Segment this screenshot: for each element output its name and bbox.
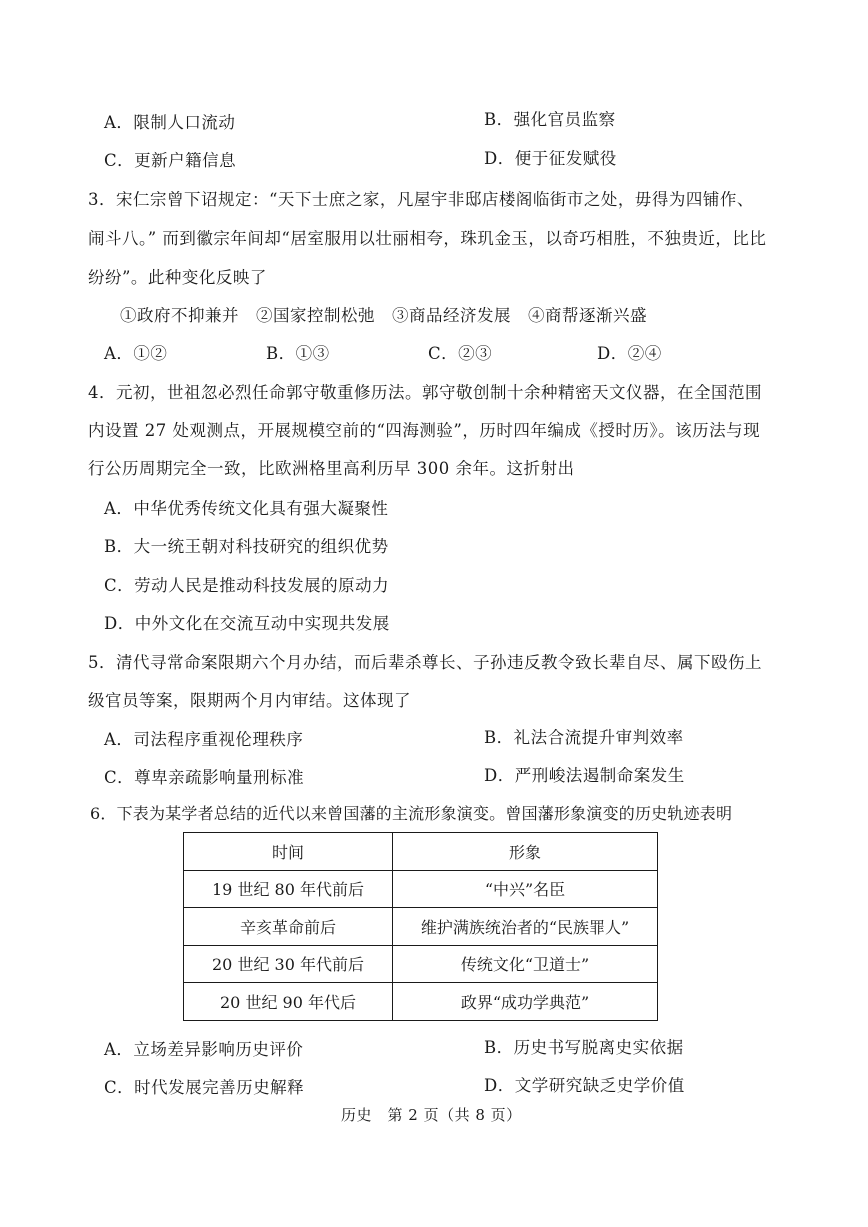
q3-option-a: A．①②	[104, 344, 168, 363]
table-cell-image: 维护满族统治者的“民族罪人”	[393, 908, 658, 946]
q3-option-b: B．①③	[266, 344, 330, 363]
q4-stem-line-3: 行公历周期完全一致，比欧洲格里高利历早 300 余年。这折射出	[88, 459, 575, 478]
table-cell-time: 辛亥革命前后	[184, 908, 393, 946]
q2-option-a: A．限制人口流动	[104, 113, 236, 132]
q5-option-d: D．严刑峻法遏制命案发生	[484, 766, 685, 785]
table-cell-time: 19 世纪 80 年代前后	[184, 870, 393, 908]
table-row	[184, 983, 658, 1021]
table-row	[184, 908, 658, 946]
table-header-time: 时间	[184, 833, 393, 871]
q6-stem-line-1: 6．下表为某学者总结的近代以来曾国藩的主流形象演变。曾国藩形象演变的历史轨迹表明	[90, 804, 733, 823]
q3-stem-line-2: 闹斗八。” 而到徽宗年间却“居室服用以壮丽相夸，珠玑金玉，以奇巧相胜，不独贵近，比比	[88, 229, 767, 248]
q4-stem-line-1: 4．元初，世祖忽必烈任命郭守敬重修历法。郭守敬创制十余种精密天文仪器，在全国范围	[88, 383, 762, 402]
q6-option-a: A．立场差异影响历史评价	[104, 1040, 304, 1059]
q4-option-b: B．大一统王朝对科技研究的组织优势	[104, 537, 389, 556]
q2-option-c: C．更新户籍信息	[104, 151, 237, 170]
q3-option-d: D．②④	[597, 344, 662, 363]
q5-option-c: C．尊卑亲疏影响量刑标准	[104, 768, 305, 787]
table-row	[184, 945, 658, 983]
q5-stem-line-2: 级官员等案，限期两个月内审结。这体现了	[88, 691, 411, 710]
q3-statements: ①政府不抑兼并 ②国家控制松弛 ③商品经济发展 ④商帮逐渐兴盛	[120, 306, 647, 325]
q5-stem-line-1: 5．清代寻常命案限期六个月办结，而后辈杀尊长、子孙违反教令致长辈自尽、属下殴伤上	[88, 653, 762, 672]
q4-option-d: D．中外文化在交流互动中实现共发展	[104, 614, 390, 633]
q4-stem-line-2: 内设置 27 处观测点，开展规模空前的“四海测验”，历时四年编成《授时历》。该历法与现	[88, 421, 761, 440]
table-header-image: 形象	[393, 833, 658, 871]
q6-option-c: C．时代发展完善历史解释	[104, 1078, 305, 1097]
q4-option-c: C．劳动人民是推动科技发展的原动力	[104, 576, 390, 595]
q4-option-a: A．中华优秀传统文化具有强大凝聚性	[104, 499, 389, 518]
q3-stem-line-1: 3．宋仁宗曾下诏规定：“天下士庶之家，凡屋宇非邸店楼阁临街市之处，毋得为四铺作、	[88, 190, 754, 209]
table-header-row	[184, 833, 658, 871]
table-cell-image: 传统文化“卫道士”	[393, 945, 658, 983]
q2-option-d: D．便于征发赋役	[484, 149, 617, 168]
table-cell-image: 政界“成功学典范”	[393, 983, 658, 1021]
q6-data-table	[183, 832, 658, 1021]
q5-option-b: B．礼法合流提升审判效率	[484, 728, 684, 747]
q5-option-a: A．司法程序重视伦理秩序	[104, 730, 304, 749]
table-row	[184, 870, 658, 908]
q2-option-b: B．强化官员监察	[484, 110, 616, 129]
q6-option-b: B．历史书写脱离史实依据	[484, 1038, 684, 1057]
table-cell-time: 20 世纪 30 年代前后	[184, 945, 393, 983]
page-footer: 历史 第 2 页（共 8 页）	[341, 1106, 522, 1124]
q3-option-c: C．②③	[428, 344, 493, 363]
q3-stem-line-3: 纷纷”。此种变化反映了	[88, 268, 267, 287]
q6-option-d: D．文学研究缺乏史学价值	[484, 1076, 685, 1095]
table-cell-time: 20 世纪 90 年代后	[184, 983, 393, 1021]
table-cell-image: “中兴”名臣	[393, 870, 658, 908]
